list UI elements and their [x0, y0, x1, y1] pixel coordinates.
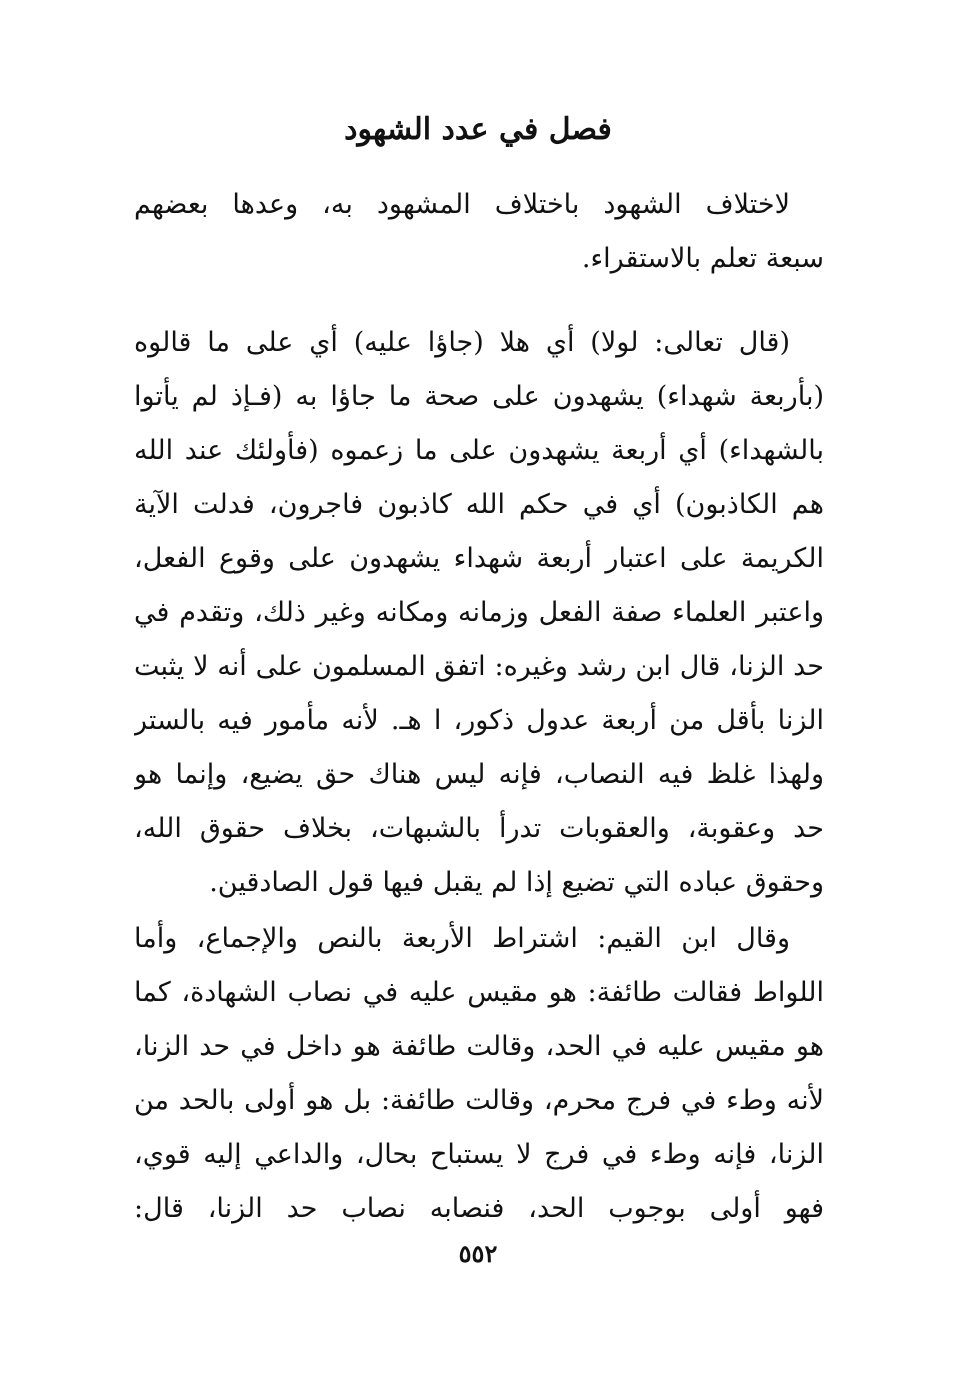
paragraph-line: حد وعقوبة، والعقوبات تدرأ بالشبهات، بخلاف حقوق الله، [134, 813, 824, 844]
paragraph-line: هم الكاذبون) أي في حكم الله كاذبون فاجرون، فدلت الآية [134, 489, 824, 520]
paragraph-1 [134, 178, 824, 286]
paragraph-line: ولهذا غلظ فيه النصاب، فإنه ليس هناك حق يضيع، وإنما هو [134, 759, 824, 790]
paragraph-line: وحقوق عباده التي تضيع إذا لم يقبل فيها قول الصادقين. [209, 867, 824, 898]
paragraph-2 [134, 316, 824, 910]
paragraph-line: اللواط فقالت طائفة: هو مقيس عليه في نصاب الشهادة، كما [134, 977, 824, 1008]
paragraph-line: لاختلاف الشهود باختلاف المشهود به، وعدها بعضهم [134, 189, 790, 220]
paragraph-line: (قال تعالى: لولا) أي هلا (جاؤا عليه) أي على ما قالوه [134, 327, 790, 358]
paragraph-line: فهو أولى بوجوب الحد، فنصابه نصاب حد الزنا، قال: [134, 1193, 824, 1224]
paragraph-line: الزنا بأقل من أربعة عدول ذكور، ا هـ. لأنه مأمور فيه بالستر [134, 705, 824, 736]
paragraph-line: بالشهداء) أي أربعة يشهدون على ما زعموه (فأولئك عند الله [134, 435, 824, 466]
page-number: ٥٥٢ [458, 1239, 498, 1268]
paragraph-line: (بأربعة شهداء) يشهدون على صحة ما جاؤا به (فـإذ لم يأتوا [134, 381, 824, 412]
paragraph-line: سبعة تعلم بالاستقراء. [581, 243, 824, 274]
paragraph-line: لأنه وطء في فرج محرم، وقالت طائفة: بل هو أولى بالحد من [134, 1085, 824, 1116]
paragraph-3 [134, 912, 824, 1236]
paragraph-line: وقال ابن القيم: اشتراط الأربعة بالنص والإجماع، وأما [134, 923, 790, 954]
paragraph-line: حد الزنا، قال ابن رشد وغيره: اتفق المسلمون على أنه لا يثبت [134, 651, 824, 682]
paragraph-line: واعتبر العلماء صفة الفعل وزمانه ومكانه وغير ذلك، وتقدم في [134, 597, 824, 628]
paragraph-line: الزنا، فإنه وطء في فرج لا يستباح بحال، والداعي إليه قوي، [134, 1139, 824, 1170]
paragraph-line: الكريمة على اعتبار أربعة شهداء يشهدون على وقوع الفعل، [134, 543, 824, 574]
section-title: فصل في عدد الشهود [344, 112, 612, 147]
paragraph-line: هو مقيس عليه في الحد، وقالت طائفة هو داخل في حد الزنا، [134, 1031, 824, 1062]
